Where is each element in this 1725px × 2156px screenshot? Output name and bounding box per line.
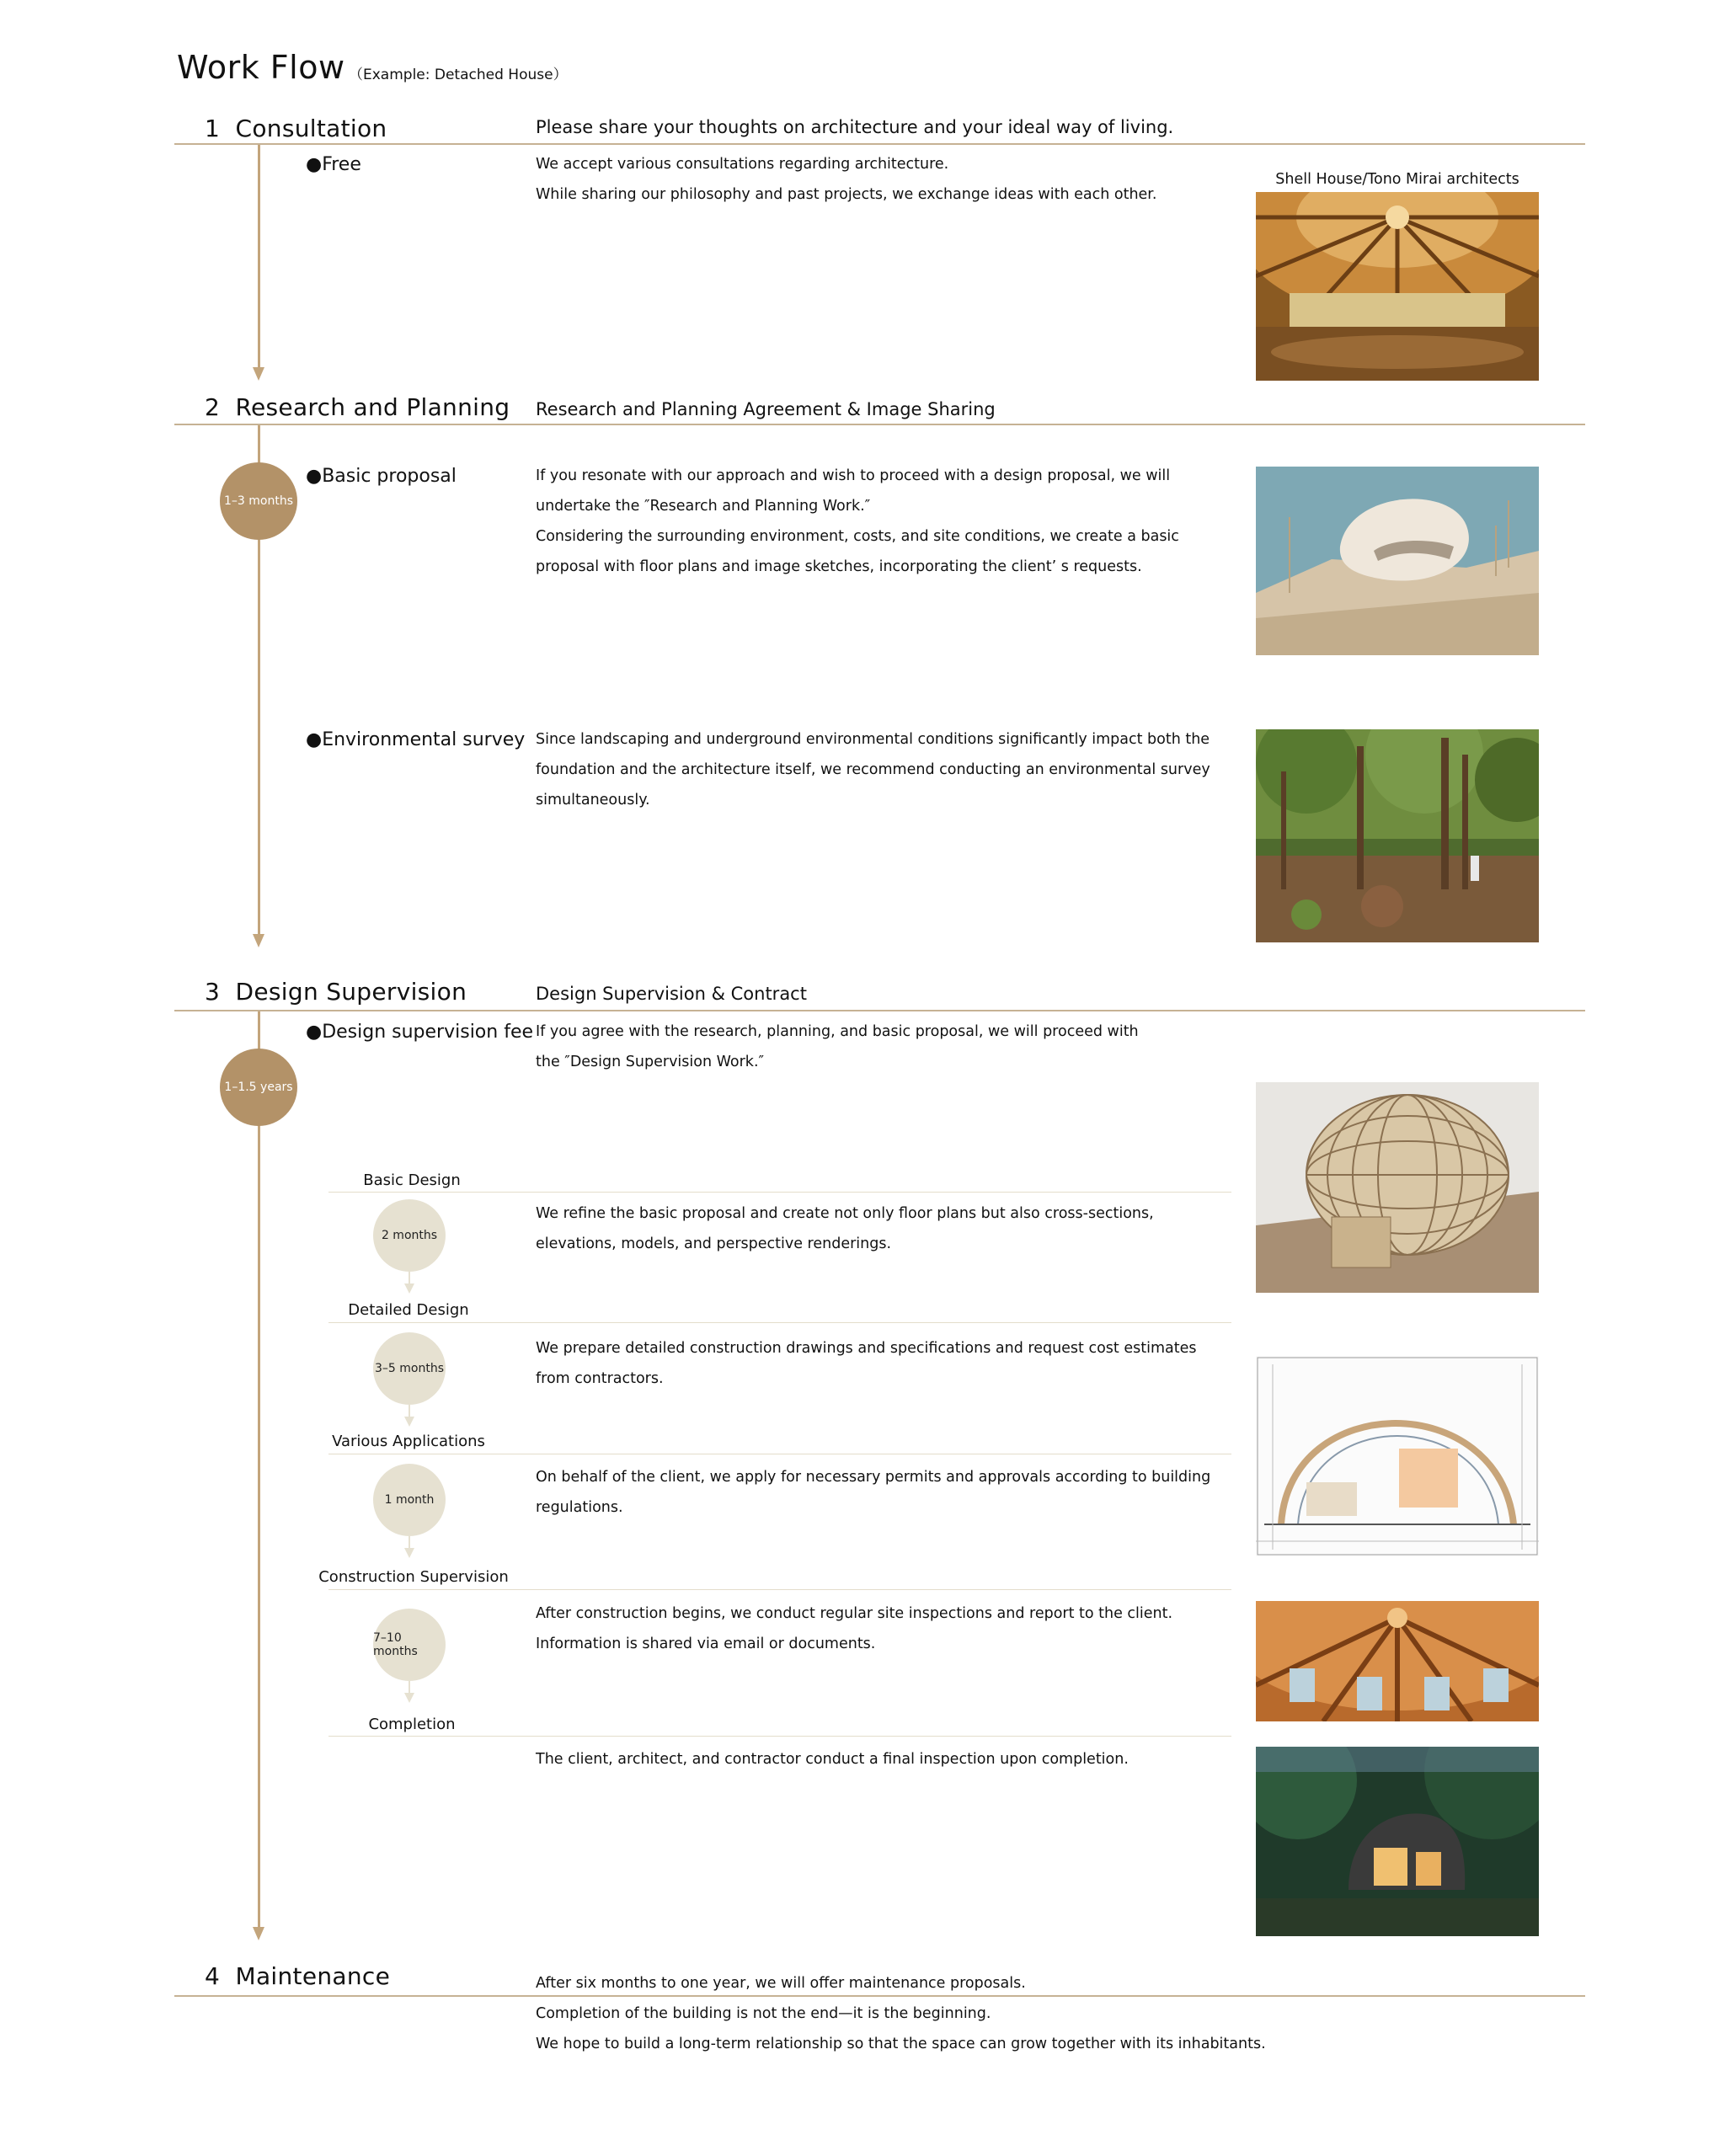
section-3-heading: 3 Design Supervision [205,978,467,1006]
stage-label-basic-design: Basic Design [363,1171,461,1189]
stage-label-detailed-design: Detailed Design [348,1301,469,1319]
stage-rule-construction-supervision [328,1589,1231,1590]
timeline-line-1 [258,145,260,367]
photo-caption: Shell House/Tono Mirai architects [1275,171,1519,188]
section-1-subheading: Please share your thoughts on architecture and your ideal way of living. [536,117,1174,137]
duration-badge-research: 1–3 months [220,462,297,540]
section-2-heading: 2 Research and Planning [205,393,510,421]
maintenance-description: After six months to one year, we will offer maintenance proposals. Completion of the building is not the end—it is the beginning. We hope to build a long-term relationship so that the space can grow together with its inhabitants. [536,1975,1266,2052]
free-description: We accept various consultations regarding architecture. While sharing our philosophy and past projects, we exchange ideas with each other. [536,156,1157,203]
photo-forest-site [1256,729,1539,942]
stage-label-construction-supervision: Construction Supervision [318,1568,509,1586]
photo-shell-model [1256,467,1539,655]
stage-label-various-applications: Various Applications [332,1433,485,1450]
section-2-subheading: Research and Planning Agreement & Image Sharing [536,399,996,419]
stage-rule-basic-design [328,1192,1231,1193]
environmental-survey-description: Since landscaping and underground environmental conditions significantly impact both the foundation and the architecture itself, we recommend conducting an environmental survey simultaneously. [536,731,1210,808]
various-applications-description: On behalf of the client, we apply for necessary permits and approvals according to building regulations. [536,1469,1211,1516]
section-3-subheading: Design Supervision & Contract [536,984,807,1004]
photo-construction-drawing [1256,1356,1539,1556]
stage-connector-4 [409,1681,410,1693]
stage-arrow-3 [404,1548,414,1558]
stage-rule-completion [328,1736,1231,1737]
photo-roof-structure [1256,1601,1539,1721]
timeline-arrow-2 [253,934,264,947]
basic-proposal-description: If you resonate with our approach and wish to proceed with a design proposal, we will undertake the ″Research and Planning Work.″ Considering the surrounding environment, costs, and site conditions, we create a basic proposal with floor plans and image sketches, incorporating the client’ s requests. [536,467,1179,575]
stage-arrow-4 [404,1693,414,1703]
stage-rule-detailed-design [328,1322,1231,1323]
completion-description: The client, architect, and contractor conduct a final inspection upon completion. [536,1751,1129,1768]
stage-duration-detailed-design: 3–5 months [373,1332,446,1405]
bullet-design-supervision-fee: ●Design supervision fee [306,1022,534,1043]
section-1-rule [174,143,1585,145]
stage-connector-3 [409,1536,410,1548]
stage-label-completion: Completion [368,1716,456,1733]
timeline-arrow-1 [253,367,264,381]
stage-arrow-1 [404,1283,414,1294]
photo-shell-house-interior [1256,192,1539,381]
timeline-line-3 [258,1011,260,1927]
detailed-design-description: We prepare detailed construction drawings and specifications and request cost estimates from contractors. [536,1340,1197,1387]
section-1-heading: 1 Consultation [205,115,387,142]
timeline-arrow-3 [253,1927,264,1940]
stage-arrow-2 [404,1417,414,1427]
photo-completed-house [1256,1747,1539,1936]
stage-duration-basic-design: 2 months [373,1199,446,1272]
bullet-basic-proposal: ●Basic proposal [306,466,457,487]
section-2-rule [174,424,1585,425]
section-3-rule [174,1010,1585,1011]
stage-duration-various-applications: 1 month [373,1464,446,1536]
stage-connector-2 [409,1405,410,1417]
section-4-heading: 4 Maintenance [205,1962,391,1990]
page-title: Work Flow [177,49,345,86]
bullet-environmental-survey: ●Environmental survey [306,729,526,750]
bullet-free: ●Free [306,154,361,175]
photo-lattice-model [1256,1082,1539,1293]
stage-connector-1 [409,1272,410,1283]
construction-supervision-description: After construction begins, we conduct regular site inspections and report to the client. Information is shared via email or documents. [536,1605,1173,1652]
basic-design-description: We refine the basic proposal and create not only floor plans but also cross-sections, elevations, models, and perspective renderings. [536,1205,1154,1252]
page-subtitle: （Example: Detached House） [349,67,568,83]
stage-duration-construction-supervision: 7–10 months [373,1609,446,1681]
duration-badge-design-supervision: 1–1.5 years [220,1049,297,1126]
design-supervision-fee-description: If you agree with the research, planning, and basic proposal, we will proceed with the ″Design Supervision Work.″ [536,1023,1139,1070]
